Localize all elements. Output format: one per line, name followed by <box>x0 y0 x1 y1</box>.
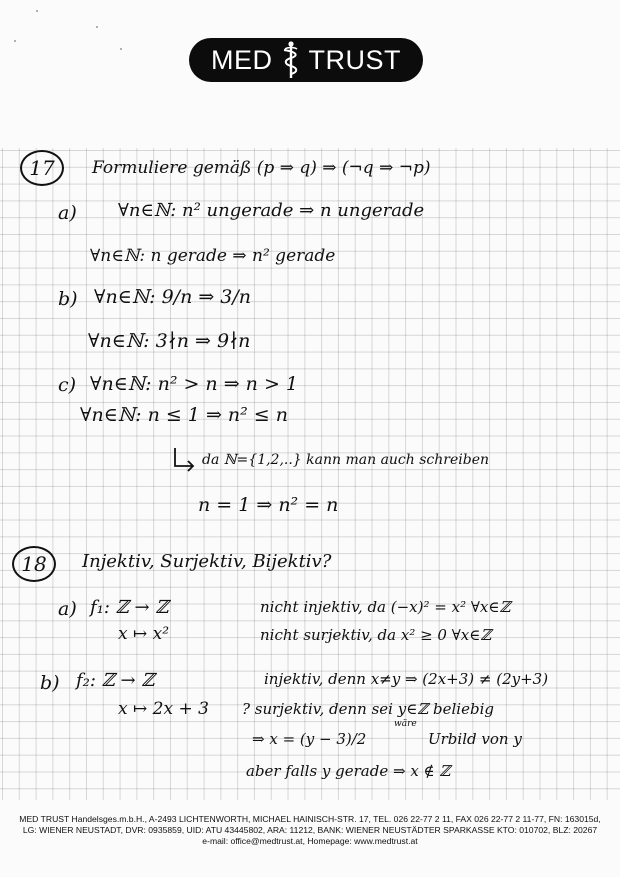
ex18-a-label: a) <box>58 598 77 620</box>
ex18-a-rule: x ↦ x² <box>118 624 170 644</box>
ex18-a-note1: nicht injektiv, da (−x)² = x² ∀x∈ℤ <box>260 598 511 616</box>
logo-text-left: MED <box>211 44 273 75</box>
ex17-a-line2: ∀n∈ℕ: n gerade ⇒ n² gerade <box>90 246 336 266</box>
exercise-18-title: Injektiv, Surjektiv, Bijektiv? <box>82 551 332 572</box>
exercise-17-number: 17 <box>20 150 64 186</box>
ex18-b-note4: aber falls y gerade ⇒ x ∉ ℤ <box>246 762 451 780</box>
ex18-b-map: f₂: ℤ → ℤ <box>76 670 155 691</box>
letterhead <box>0 0 620 148</box>
ex18-b-note3-pre: ⇒ x = (y − 3)/2 <box>252 730 367 748</box>
logo-text-right: TRUST <box>308 44 401 75</box>
ex17-a-line1: ∀n∈ℕ: n² ungerade ⇒ n ungerade <box>118 200 425 221</box>
caduceus-icon <box>279 40 303 80</box>
ex18-b-note2: ? surjektiv, denn sei y∈ℤ beliebig <box>242 700 494 718</box>
hook-arrow-icon <box>172 446 196 472</box>
ex18-b-note1: injektiv, denn x≠y ⇒ (2x+3) ≠ (2y+3) <box>264 670 549 688</box>
exercise-18-number: 18 <box>12 546 56 582</box>
ex17-a-label: a) <box>58 202 77 224</box>
footer-line-3: e-mail: office@medtrust.at, Homepage: www.medtrust.at <box>202 836 418 846</box>
ex17-b-label: b) <box>58 288 78 310</box>
ex18-b-note3-post: Urbild von y <box>428 730 522 748</box>
footer-address <box>0 800 620 877</box>
exercise-17-title: Formuliere gemäß (p ⇒ q) ⇒ (¬q ⇒ ¬p) <box>92 158 431 178</box>
ex17-b-line1: ∀n∈ℕ: 9/n ⇒ 3/n <box>94 286 252 308</box>
footer-line-1: MED TRUST Handelsges.m.b.H., A-2493 LICHTENWORTH, MICHAEL HAINISCH-STR. 17, TEL. 026 22-77 2 11, FAX 026 22-77 2 11-77, FN: 163015d, <box>19 814 601 824</box>
ex17-c-note: da ℕ={1,2,..} kann man auch schreiben <box>202 452 489 468</box>
ex18-b-rule: x ↦ 2x + 3 <box>118 699 209 719</box>
ex17-b-line2: ∀n∈ℕ: 3∤n ⇒ 9∤n <box>88 330 251 352</box>
ex17-c-line1: ∀n∈ℕ: n² > n ⇒ n > 1 <box>90 373 298 395</box>
ex17-c-label: c) <box>58 374 77 396</box>
footer-line-2: LG: WIENER NEUSTADT, DVR: 0935859, UID: ATU 43445802, ARA: 11212, BANK: WIENER NEUSTÄDTER SPARKASSE KTO: 010702, BLZ: 20267 <box>22 825 598 835</box>
ex18-b-label: b) <box>40 672 60 694</box>
ex18-b-superscript: wäre <box>394 719 417 729</box>
ex18-a-note2: nicht surjektiv, da x² ≥ 0 ∀x∈ℤ <box>260 626 492 644</box>
ex17-c-line2: ∀n∈ℕ: n ≤ 1 ⇒ n² ≤ n <box>80 404 288 426</box>
medtrust-logo <box>189 38 423 82</box>
ex18-a-map: f₁: ℤ → ℤ <box>90 597 169 618</box>
ex17-c-line3: n = 1 ⇒ n² = n <box>198 494 339 516</box>
